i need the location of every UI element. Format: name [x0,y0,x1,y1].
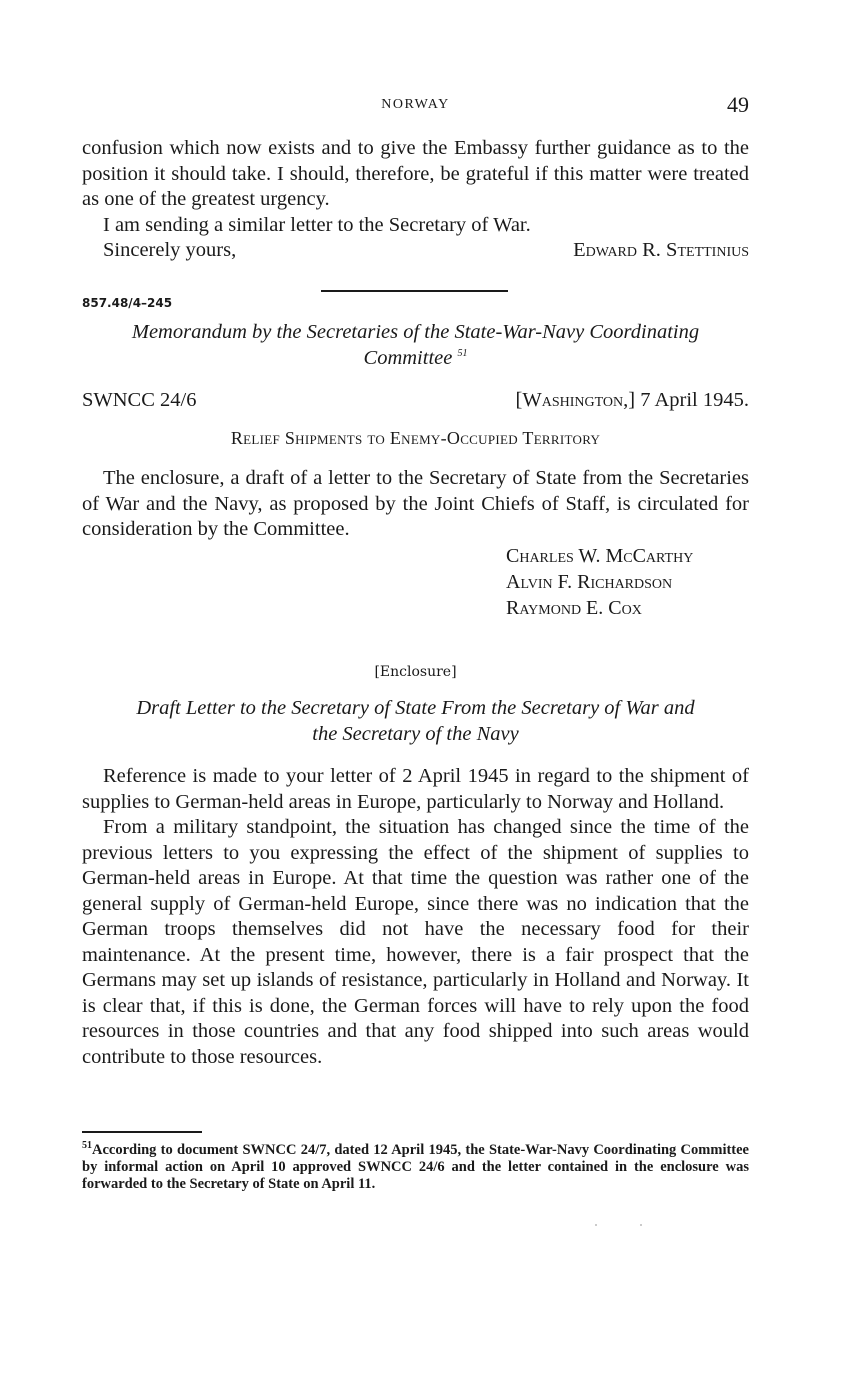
signer: Raymond E. Cox [506,597,642,619]
enclosure-title-line1: Draft Letter to the Secretary of State From the Secretary of War and [136,697,695,719]
closing: Sincerely yours, [103,239,237,261]
letter-line: I am sending a similar letter to the Secretary of War. [103,213,531,236]
enclosure-title [82,695,749,747]
page-number: 49 [727,92,749,117]
enclosure-paragraph-2: From a military standpoint, the situation has changed since the time of the previous letters to you expressing the effect of the shipment of supplies to German-held areas in Europe. At that time the question was rather one of the general supply of German-held Europe, since there was no indication that the German troops themselves did not have the necessary food for their maintenance. At the present time, however, there is a fair prospect that the Germans may set up islands of resistance, particularly in Holland and Norway. It is clear that, if this is done, the German forces will have to rely upon the food resources in those countries and that any food shipped into such areas would contribute to those resources. [82,816,749,1068]
place-date: [Washington,] 7 April 1945. [515,389,749,411]
scan-speck [640,1224,642,1226]
footnote-text: According to document SWNCC 24/7, dated 12 April 1945, the State-War-Navy Coordinating Committee by informal action on April 10 approved SWNCC 24/6 and the letter contained in the enclosure was forwarded to the Secretary of State on April 11. [82,1142,749,1192]
memo-dateline [82,388,749,414]
memo-title-line2-wrap [82,345,749,371]
closing-line [82,238,749,264]
memo-subject: Relief Shipments to Enemy-Occupied Territory [230,428,601,448]
file-number: 857.48/4–245 [82,296,173,310]
memo-paragraph: The enclosure, a draft of a letter to the Secretary of State from the Secretaries of War and the Navy, as proposed by the Joint Chiefs of Staff, is circulated for consideration by the Committee. [82,467,749,540]
memo-file-number-row [82,294,749,312]
memo-title [82,319,749,371]
dateline-row [82,388,749,414]
footnote-number: 51 [82,1140,92,1152]
enclosure-label: [Enclosure] [374,664,457,680]
memo-title-line2: Committee [363,347,453,369]
place: Washington, [522,389,629,411]
enclosure-body [82,764,749,1070]
signer: Charles W. McCarthy [506,545,694,567]
date: 7 April 1945. [640,389,749,411]
footnote-text-wrap [82,1142,749,1193]
scan-speck [595,1224,597,1226]
footnote-divider [82,1131,202,1133]
doc-id: SWNCC 24/6 [82,389,197,411]
enclosure-label-row [82,664,749,680]
memo-title-line1: Memorandum by the Secretaries of the State-War-Navy Coordinating [131,321,700,343]
signer: Alvin F. Richardson [506,571,673,593]
memo-subject-row [82,428,749,449]
memo-body [82,466,749,543]
page-header [82,92,749,122]
section-divider [321,290,508,292]
running-head: NORWAY [381,97,450,112]
letter-end [82,136,749,264]
memo-signers [506,543,756,621]
footnote-ref: 51 [457,348,468,360]
signature: Edward R. Stettinius [573,239,749,261]
letter-paragraph: confusion which now exists and to give the Embassy further guidance as to the position it should take. I should, therefore, be grateful if this matter were treated as one of the greatest urgency. [82,137,749,210]
enclosure-title-line2: the Secretary of the Navy [312,723,519,745]
enclosure-paragraph-1: Reference is made to your letter of 2 April 1945 in regard to the shipment of supplies to German-held areas in Europe, particularly to Norway and Holland. [82,765,749,813]
footnote [82,1142,749,1193]
